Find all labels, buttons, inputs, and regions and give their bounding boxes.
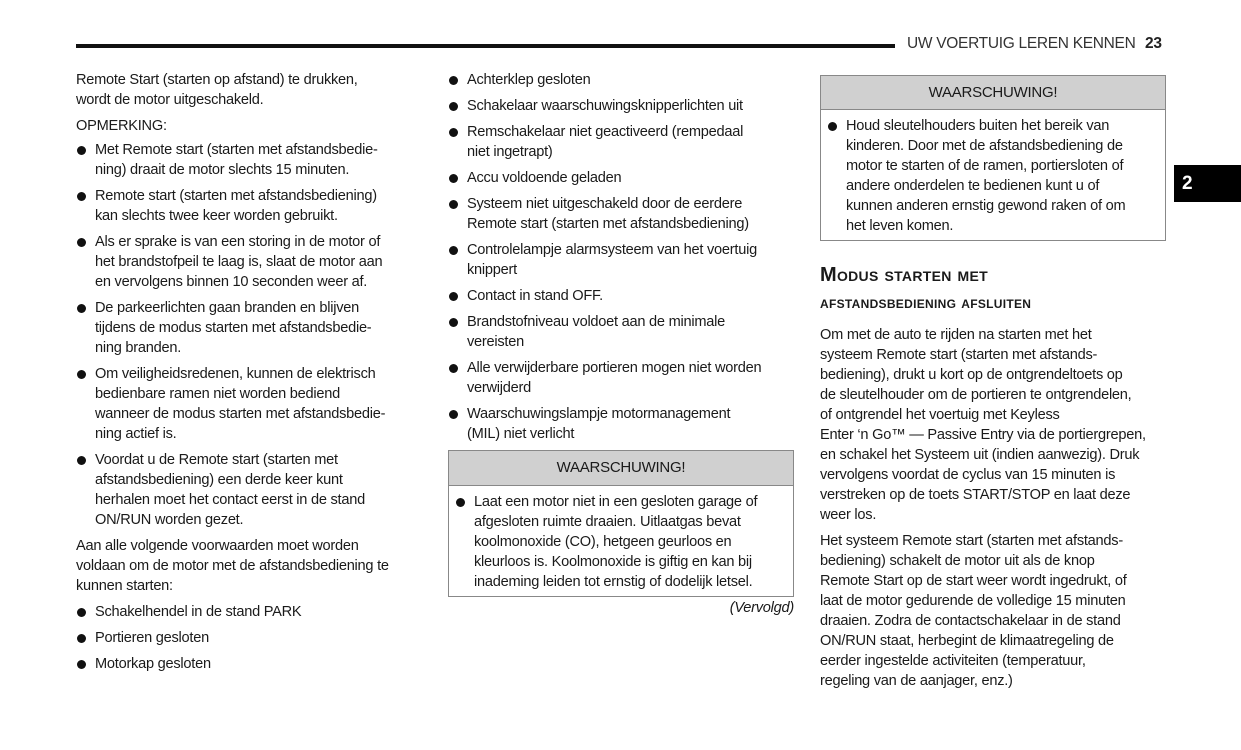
list-item bbox=[448, 240, 794, 280]
note-heading: OPMERKING: bbox=[76, 118, 167, 134]
item-text: Schakelhendel in de stand PARK bbox=[95, 604, 302, 620]
bullet-icon bbox=[449, 364, 458, 373]
page-number: 23 bbox=[1145, 35, 1162, 52]
bullet-icon bbox=[449, 200, 458, 209]
item-text: Systeem niet uitgeschakeld door de eerdere Remote start (starten met afstandsbediening) bbox=[467, 196, 749, 232]
list-item bbox=[448, 70, 794, 90]
column-2 bbox=[448, 70, 794, 618]
body-paragraph: Om met de auto te rijden na starten met het systeem Remote start (starten met afstands- bediening), drukt u kort op de ontgrendeltoets op de sleutelhouder om de portieren te ontgrendelen, of ontgrendel het voertuig met Keyless Enter ‘n Go™ — Passive Entry via de portiergrepen, en schakel het Systeem uit (indien aanwezig). Druk vervolgens voordat de cyclus van 15 minuten is verstreken op de toets START/STOP en laat deze weer los. bbox=[820, 327, 1146, 523]
list-item bbox=[448, 286, 794, 306]
item-text: Remote start (starten met afstandsbediening) kan slechts twee keer worden gebruikt. bbox=[95, 188, 377, 224]
list-item bbox=[448, 194, 794, 234]
list-item bbox=[76, 298, 426, 358]
item-text: Contact in stand OFF. bbox=[467, 288, 603, 304]
warning-text: Laat een motor niet in een gesloten garage of afgesloten ruimte draaien. Uitlaatgas bevat koolmonoxide (CO), hetgeen geurloos en kleurloos is. Koolmonoxide is giftig en kan bij inademing leiden tot ernstig of dodelijk letsel. bbox=[474, 494, 758, 590]
chapter-tab[interactable]: 2 bbox=[1174, 165, 1241, 202]
bullet-icon bbox=[449, 292, 458, 301]
body-paragraph: Het systeem Remote start (starten met afstands- bediening) schakelt de motor uit als de knop Remote Start op de start weer wordt ingedrukt, of laat de motor gedurende de volledige 15 minuten draaien. Zodra de contactschakelaar in de stand ON/RUN staat, herbegint de klimaatregeling de eerder ingestelde activiteiten (temperatuur, regeling van de aanjager, enz.) bbox=[820, 533, 1127, 689]
list-item bbox=[76, 450, 426, 530]
warning-title: WAARSCHUWING! bbox=[449, 451, 793, 486]
item-text: Portieren gesloten bbox=[95, 630, 209, 646]
section-heading bbox=[820, 261, 1166, 317]
bullet-icon bbox=[77, 146, 86, 155]
item-text: Met Remote start (starten met afstandsbedie- ning) draait de motor slechts 15 minuten. bbox=[95, 142, 378, 178]
list-item bbox=[76, 186, 426, 226]
list-item bbox=[448, 404, 794, 444]
intro-paragraph: Remote Start (starten op afstand) te drukken, wordt de motor uitgeschakeld. bbox=[76, 72, 358, 108]
list-item bbox=[448, 168, 794, 188]
bullet-icon bbox=[449, 410, 458, 419]
item-text: Controlelampje alarmsysteem van het voertuig knippert bbox=[467, 242, 757, 278]
continued-label: (Vervolgd) bbox=[729, 600, 794, 616]
bullet-icon bbox=[77, 456, 86, 465]
running-title: UW VOERTUIG LEREN KENNEN bbox=[907, 35, 1136, 52]
conditions-list bbox=[76, 602, 426, 674]
bullet-icon bbox=[77, 238, 86, 247]
list-item bbox=[76, 628, 426, 648]
list-item bbox=[76, 602, 426, 622]
warning-text: Houd sleutelhouders buiten het bereik van kinderen. Door met de afstandsbediening de motor te starten of de ramen, portiersloten of andere onderdelen te bedienen kunt u of kunnen anderen ernstig gewond raken of om het leven komen. bbox=[846, 118, 1126, 234]
warning-item bbox=[827, 116, 1159, 236]
bullet-icon bbox=[828, 122, 837, 131]
item-text: Alle verwijderbare portieren mogen niet worden verwijderd bbox=[467, 360, 762, 396]
column-3 bbox=[820, 75, 1166, 697]
warning-box bbox=[448, 450, 794, 597]
item-text: Accu voldoende geladen bbox=[467, 170, 622, 186]
column-1 bbox=[76, 70, 426, 680]
section-heading-line-2: afstandsbediening afsluiten bbox=[820, 293, 1032, 312]
list-item bbox=[76, 140, 426, 180]
bullet-icon bbox=[77, 304, 86, 313]
bullet-icon bbox=[449, 128, 458, 137]
warning-title: WAARSCHUWING! bbox=[821, 76, 1165, 110]
list-item bbox=[76, 654, 426, 674]
conditions-list-continued bbox=[448, 70, 794, 444]
item-text: Waarschuwingslampje motormanagement (MIL) niet verlicht bbox=[467, 406, 731, 442]
section-heading-line-1: Modus starten met bbox=[820, 264, 988, 286]
list-item bbox=[76, 364, 426, 444]
item-text: Voordat u de Remote start (starten met afstandsbediening) een derde keer kunt herhalen moet het contact eerst in de stand ON/RUN worden gezet. bbox=[95, 452, 365, 528]
list-item bbox=[448, 358, 794, 398]
bullet-icon bbox=[77, 608, 86, 617]
warning-box bbox=[820, 75, 1166, 241]
bullet-icon bbox=[449, 102, 458, 111]
bullet-icon bbox=[449, 318, 458, 327]
item-text: Achterklep gesloten bbox=[467, 72, 591, 88]
item-text: Om veiligheidsredenen, kunnen de elektrisch bedienbare ramen niet worden bediend wanneer de modus starten met afstandsbedie- ning actief is. bbox=[95, 366, 386, 442]
bullet-icon bbox=[77, 634, 86, 643]
bullet-icon bbox=[77, 370, 86, 379]
item-text: Schakelaar waarschuwingsknipperlichten uit bbox=[467, 98, 743, 114]
item-text: Motorkap gesloten bbox=[95, 656, 211, 672]
item-text: Brandstofniveau voldoet aan de minimale vereisten bbox=[467, 314, 725, 350]
bullet-icon bbox=[456, 498, 465, 507]
list-item bbox=[448, 122, 794, 162]
header-rule bbox=[76, 44, 895, 48]
item-text: Remschakelaar niet geactiveerd (rempedaal niet ingetrapt) bbox=[467, 124, 744, 160]
conditions-intro: Aan alle volgende voorwaarden moet worden voldaan om de motor met de afstandsbediening te kunnen starten: bbox=[76, 538, 389, 594]
bullet-icon bbox=[449, 246, 458, 255]
note-list bbox=[76, 140, 426, 530]
warning-item bbox=[455, 492, 787, 592]
bullet-icon bbox=[77, 192, 86, 201]
list-item bbox=[448, 312, 794, 352]
bullet-icon bbox=[449, 76, 458, 85]
list-item bbox=[448, 96, 794, 116]
item-text: De parkeerlichten gaan branden en blijven tijdens de modus starten met afstandsbedie- ning branden. bbox=[95, 300, 372, 356]
bullet-icon bbox=[77, 660, 86, 669]
bullet-icon bbox=[449, 174, 458, 183]
item-text: Als er sprake is van een storing in de motor of het brandstofpeil te laag is, slaat de motor aan en vervolgens binnen 10 seconden weer af. bbox=[95, 234, 383, 290]
list-item bbox=[76, 232, 426, 292]
